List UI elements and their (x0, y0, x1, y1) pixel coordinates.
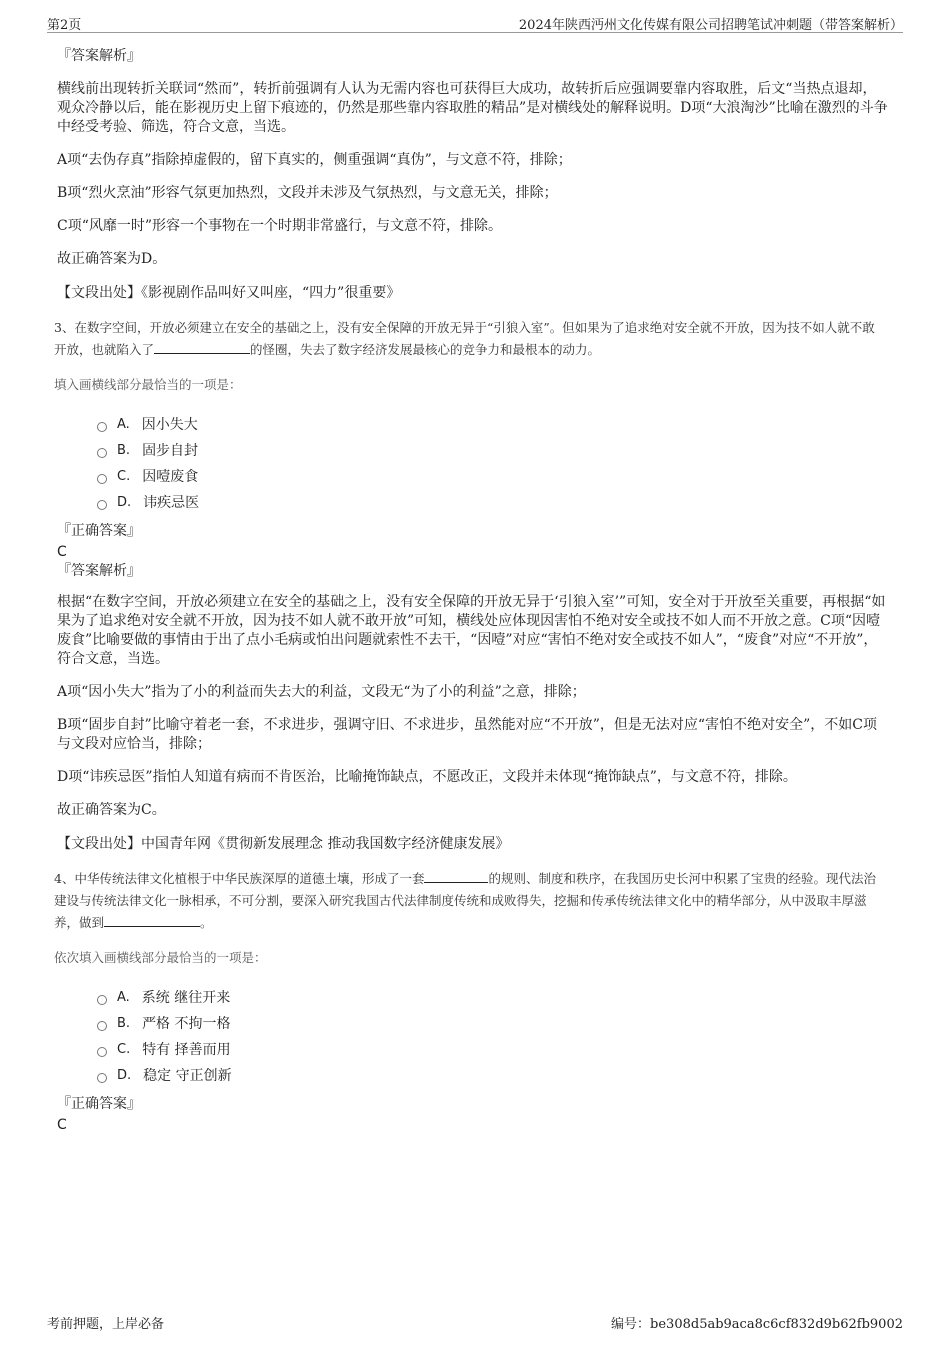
source-citation: 【文段出处】中国青年网《贯彻新发展理念 推动我国数字经济健康发展》 (57, 836, 510, 852)
option-a[interactable] (97, 411, 890, 437)
correct-answer: C (57, 1117, 67, 1133)
question-4-prompt: 依次填入画横线部分最恰当的一项是： (54, 950, 267, 965)
option-letter: A. (117, 416, 130, 432)
reason-b: B项“固步自封”比喻守着老一套，不求进步，强调守旧、不求进步，虽然能对应“不开放”，但是无法对应“害怕不绝对安全”，不如C项与文段对应恰当，排除； (57, 717, 877, 752)
question-3-prompt: 填入画横线部分最恰当的一项是： (54, 377, 242, 392)
radio-icon[interactable] (97, 474, 107, 484)
reason-d: D项“讳疾忌医”指怕人知道有病而不肯医治，比喻掩饰缺点，不愿改正，文段并未体现“掩饰缺点”，与文意不符，排除。 (57, 769, 797, 785)
reason-b: B项“烈火烹油”形容气氛更加热烈，文段并未涉及气氛热烈，与文意无关，排除； (57, 185, 558, 201)
radio-icon[interactable] (97, 422, 107, 432)
option-letter: C. (117, 468, 131, 484)
option-text: 固步自封 (142, 443, 199, 459)
question-3-options (97, 411, 890, 515)
option-b[interactable] (97, 1010, 890, 1036)
radio-icon[interactable] (97, 995, 107, 1005)
correct-answer: C (57, 544, 67, 560)
radio-icon[interactable] (97, 448, 107, 458)
option-text: 特有 择善而用 (142, 1042, 231, 1058)
page-number: 第2页 (47, 18, 82, 33)
option-text: 系统 继往开来 (141, 990, 231, 1006)
radio-icon[interactable] (97, 1073, 107, 1083)
analysis-label: 『答案解析』 (57, 48, 141, 64)
page-footer (47, 1310, 903, 1332)
reason-c: C项“风靡一时”形容一个事物在一个时期非常盛行，与文意不符，排除。 (57, 218, 503, 234)
document-code: 编号：be308d5ab9aca8c6cf832d9b62fb9002 (611, 1317, 903, 1332)
correct-answer-label: 『正确答案』 (57, 1096, 141, 1112)
question-4-options (97, 984, 890, 1088)
option-letter: D. (117, 1067, 132, 1083)
analysis-text: 横线前出现转折关联词“然而”，转折前强调有人认为无需内容也可获得巨大成功，故转折后应强调要靠内容取胜，后文“当热点退却，观众冷静以后，能在影视历史上留下痕迹的，仍然是那些靠内容取胜的精品”是对横线处的解释说明。D项“大浪淘沙”比喻在激烈的斗争中经受考验、筛选，符合文意，当选。 (57, 81, 888, 135)
question-3-text-after: 的怪圈，失去了数字经济发展最核心的竞争力和最根本的动力。 (250, 342, 601, 357)
question-4-text-3: 。 (200, 915, 213, 930)
option-b[interactable] (97, 437, 890, 463)
source-citation: 【文段出处】《影视剧作品叫好又叫座，“四力”很重要》 (57, 285, 401, 301)
option-a[interactable] (97, 984, 890, 1010)
radio-icon[interactable] (97, 1047, 107, 1057)
question-4-stem (54, 868, 887, 934)
analysis-text: 根据“在数字空间，开放必须建立在安全的基础之上，没有安全保障的开放无异于‘引狼入室’”可知，安全对于开放至关重要，再根据“如果为了追求绝对安全就不开放，因为技不如人就不敢开放”可知，横线处应体现因害怕不绝对安全或技不如人而不开放之意。C项“因噎废食”比喻要做的事情由于出了点小毛病或怕出问题就索性不去干，“因噎”对应“害怕不绝对安全或技不如人”，“废食”对应“不开放”，符合文意，当选。 (57, 594, 886, 667)
radio-icon[interactable] (97, 500, 107, 510)
answer-blank (154, 340, 250, 354)
option-c[interactable] (97, 1036, 890, 1062)
radio-icon[interactable] (97, 1021, 107, 1031)
reason-a: A项“去伪存真”指除掉虚假的，留下真实的，侧重强调“真伪”，与文意不符，排除； (57, 152, 572, 168)
option-letter: B. (117, 1015, 131, 1031)
reason-a: A项“因小失大”指为了小的利益而失去大的利益，文段无“为了小的利益”之意，排除； (57, 684, 586, 700)
conclusion: 故正确答案为C。 (57, 802, 166, 818)
question-4-text-1: 4、中华传统法律文化植根于中华民族深厚的道德土壤，形成了一套 (54, 871, 425, 886)
option-text: 稳定 守正创新 (143, 1068, 232, 1084)
answer-blank (104, 913, 200, 927)
conclusion: 故正确答案为D。 (57, 251, 167, 267)
option-text: 因小失大 (141, 417, 198, 433)
question-3-stem (54, 317, 887, 361)
option-letter: A. (117, 989, 130, 1005)
option-d[interactable] (97, 1062, 890, 1088)
question-4-text-2: 的规则、制度和秩序，在我国历史长河中积累了宝贵的经验。现代法治建设与传统法律文化一脉相承，不可分割，要深入研究我国古代法律制度传统和成败得失，挖掘和传承传统法律文化中的精华部分，从中汲取丰厚滋养，做到 (54, 871, 876, 930)
question-3-text-before: 3、在数字空间，开放必须建立在安全的基础之上，没有安全保障的开放无异于“引狼入室”。但如果为了追求绝对安全就不开放，因为技不如人就不敢开放，也就陷入了 (54, 320, 875, 357)
option-text: 严格 不拘一格 (142, 1016, 231, 1032)
document-title: 2024年陕西沔州文化传媒有限公司招聘笔试冲刺题（带答案解析） (518, 18, 903, 33)
page-content (54, 36, 890, 1134)
option-text: 因噎废食 (142, 469, 199, 485)
option-letter: C. (117, 1041, 131, 1057)
answer-blank (424, 869, 488, 883)
page-header (47, 10, 903, 33)
option-d[interactable] (97, 489, 890, 515)
option-c[interactable] (97, 463, 890, 489)
option-text: 讳疾忌医 (143, 495, 200, 511)
option-letter: D. (117, 494, 132, 510)
analysis-label: 『答案解析』 (57, 563, 141, 579)
option-letter: B. (117, 442, 131, 458)
correct-answer-label: 『正确答案』 (57, 523, 141, 539)
footer-slogan: 考前押题，上岸必备 (47, 1317, 165, 1332)
